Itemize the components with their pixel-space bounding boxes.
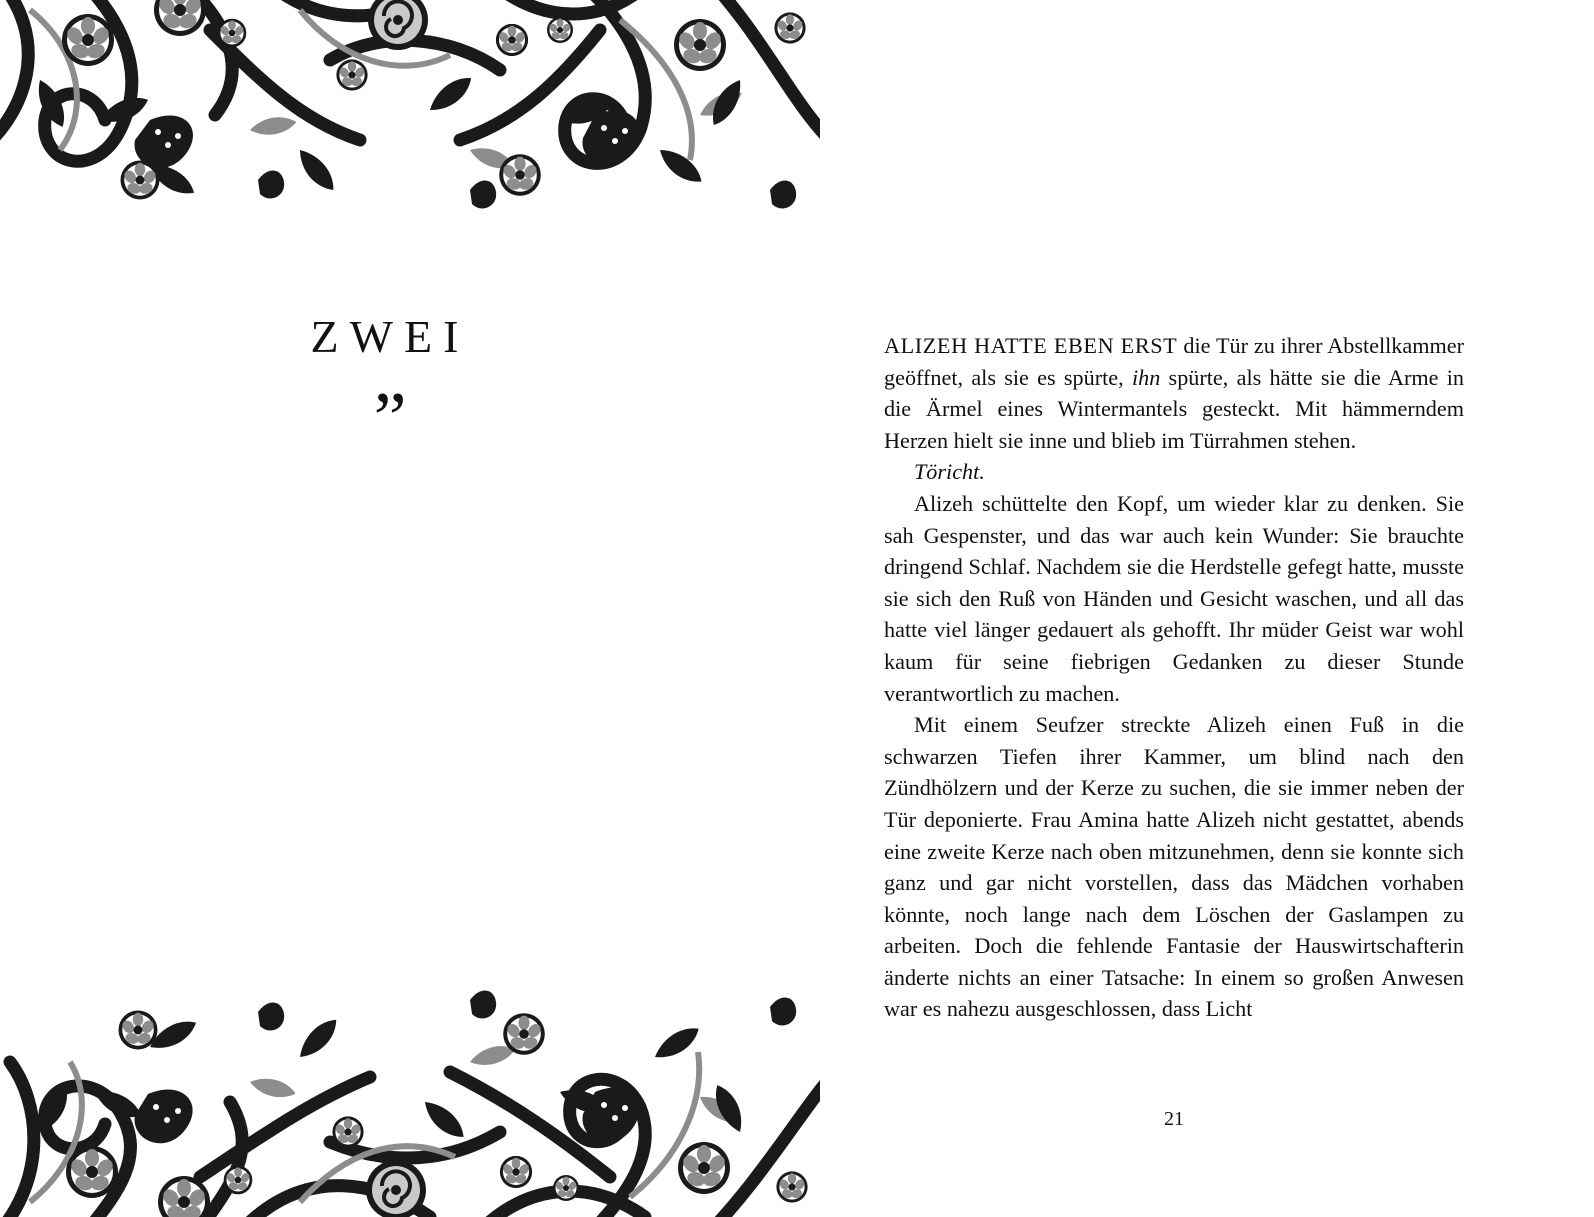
paragraph-three: Alizeh schüttelte den Kopf, um wieder klar zu denken. Sie sah Gespenster, und das war auch kein Wunder: Sie brauchte dringend Schlaf. Nachdem sie die Herdstelle gefegt hatte, musste sie sich den Ruß von Händen und Gesicht waschen, und all das hatte viel länger gedauert als gehofft. Ihr müder Geist war wohl kaum für seine fiebrigen Gedanken zu dieser Stunde verantwortlich zu machen. — [884, 490, 1464, 706]
chapter-number: ZWEI — [310, 311, 470, 362]
chapter-ornamental-glyph: ” — [373, 378, 407, 460]
paragraph-toericht: Töricht. — [913, 459, 985, 485]
paragraph-opening — [884, 330, 1464, 456]
right-page — [884, 0, 1484, 1217]
body-text-column — [884, 330, 1464, 1025]
paragraph-opening-part-a: die Tür zu ihrer Abstellkammer geöffnet, als sie es spürte, — [884, 333, 1464, 390]
paragraph-opening-part-b: spürte, als hätte sie die Arme in die Ärmel eines Wintermantels gesteckt. Mit hämmerndem Herzen hielt sie inne und blieb im Türrahmen stehen. — [884, 364, 1464, 453]
small-caps-lead-in: ALIZEH HATTE EBEN ERST — [884, 333, 1184, 358]
page-number: 21 — [1164, 1108, 1184, 1130]
paragraph-four: Mit einem Seufzer streckte Alizeh einen Fuß in die schwarzen Tiefen ihrer Kammer, um blind nach den Zündhölzern und der Kerze zu suchen, die sie immer neben der Tür deponierte. Frau Amina hatte Alizeh nicht gestattet, abends eine zweite Kerze nach oben mitzunehmen, denn sie konnte sich ganz und gar nicht vorstellen, dass das Mädchen vorhaben könnte, noch lange nach dem Löschen der Gaslampen zu arbeiten. Doch die fehlende Fantasie der Hauswirtschafterin änderte nichts an einer Tatsache: In einem so großen Anwesen war es nahezu ausgeschlossen, dass Licht — [884, 712, 1464, 1022]
emphasis-ihn: ihn — [1131, 364, 1161, 390]
